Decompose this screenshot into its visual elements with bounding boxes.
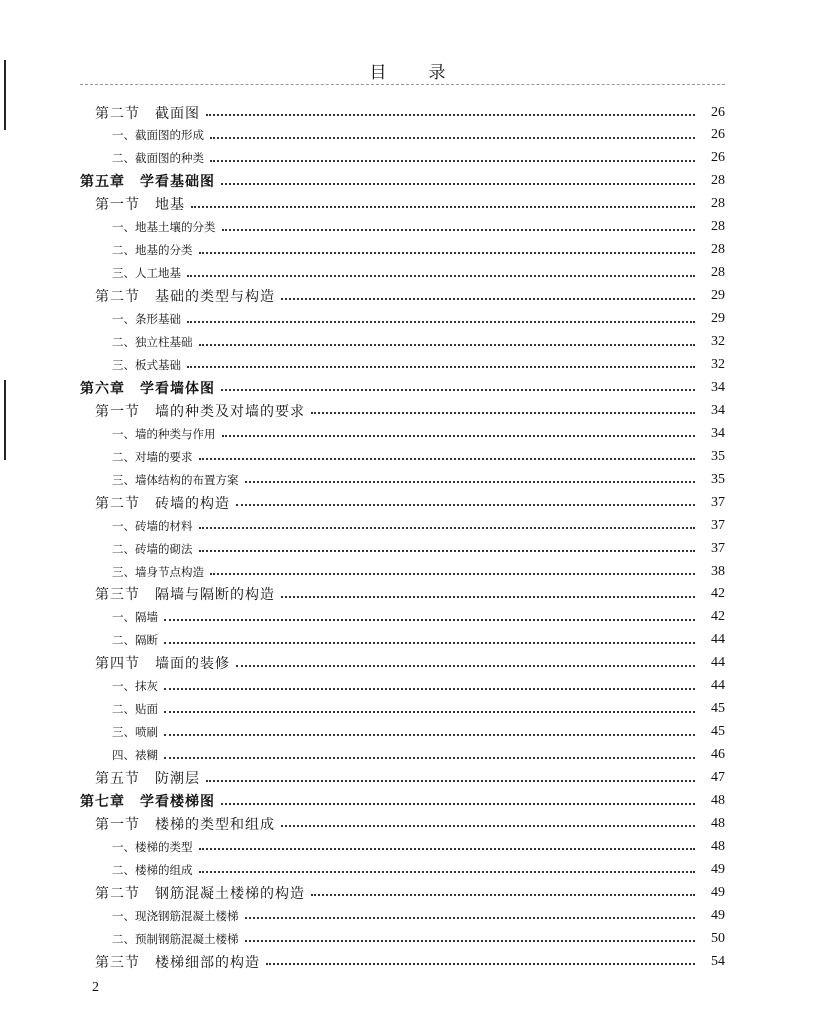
toc-entry-page: 28	[711, 196, 725, 212]
toc-entry-page: 37	[711, 540, 725, 556]
dot-leader	[266, 962, 695, 965]
toc-entry-title: 二、贴面	[112, 702, 158, 717]
toc-entry-item	[112, 698, 725, 721]
dot-leader	[222, 228, 696, 231]
toc-entry-page: 28	[711, 242, 725, 258]
dot-leader	[210, 159, 695, 162]
toc-entry-title: 第一节 墙的种类及对墙的要求	[95, 403, 305, 420]
toc-entry-page: 44	[711, 678, 725, 694]
dot-leader	[199, 526, 696, 529]
dot-leader	[206, 113, 695, 116]
dot-leader	[221, 182, 695, 185]
dot-leader	[245, 480, 696, 483]
toc-entry-page: 46	[711, 747, 725, 763]
toc-entry-page: 42	[711, 586, 725, 602]
toc-entry-title: 二、截面图的种类	[112, 151, 204, 166]
toc-entry-section	[95, 399, 725, 422]
toc-entry-title: 三、墙身节点构造	[112, 564, 204, 579]
toc-entry-page: 49	[711, 861, 725, 877]
dot-leader	[164, 710, 695, 713]
toc-entry-page: 49	[711, 907, 725, 923]
toc-entry-item	[112, 147, 725, 170]
dot-leader	[164, 733, 695, 736]
toc-entry-page: 42	[711, 609, 725, 625]
toc-entry-title: 二、预制钢筋混凝土楼梯	[112, 931, 239, 946]
toc-entry-title: 二、隔断	[112, 633, 158, 648]
toc-entry-page: 26	[711, 127, 725, 143]
dot-leader	[164, 618, 695, 621]
toc-entry-title: 二、对墙的要求	[112, 449, 193, 464]
toc-entry-title: 第三节 楼梯细部的构造	[95, 954, 260, 971]
toc-entry-title: 一、地基土壤的分类	[112, 220, 216, 235]
toc-entry-page: 45	[711, 701, 725, 717]
toc-entry-section	[95, 491, 725, 514]
toc-entry-section	[95, 652, 725, 675]
toc-entry-item	[112, 216, 725, 239]
toc-entry-page: 29	[711, 288, 725, 304]
dot-leader	[210, 136, 695, 139]
toc-entry-item	[112, 927, 725, 950]
dot-leader	[199, 343, 696, 346]
toc-entry-page: 44	[711, 632, 725, 648]
toc-entry-section	[95, 101, 725, 124]
dot-leader	[206, 779, 695, 782]
dot-leader	[236, 664, 695, 667]
toc-entry-page: 29	[711, 311, 725, 327]
toc-entry-title: 二、砖墙的砌法	[112, 541, 193, 556]
dot-leader	[199, 549, 696, 552]
title-char-left: 目	[369, 63, 389, 83]
toc-entry-page: 48	[711, 815, 725, 831]
toc-entry-page: 28	[711, 219, 725, 235]
toc-entry-page: 32	[711, 356, 725, 372]
toc-entry-item	[112, 308, 725, 331]
toc-entry-title: 第二节 砖墙的构造	[95, 495, 230, 512]
toc-entry-title: 第三节 隔墙与隔断的构造	[95, 587, 275, 604]
toc-entry-title: 一、楼梯的类型	[112, 839, 193, 854]
dot-leader	[222, 434, 696, 437]
page-number: 2	[92, 980, 99, 995]
toc-entry-page: 49	[711, 884, 725, 900]
toc-entry-title: 三、喷刷	[112, 725, 158, 740]
toc-entry-page: 54	[711, 953, 725, 969]
toc-entry-page: 38	[711, 563, 725, 579]
dot-leader	[199, 847, 696, 850]
dot-leader	[281, 595, 695, 598]
toc-entry-item	[112, 422, 725, 445]
toc-entry-title: 第五节 防潮层	[95, 771, 200, 788]
toc-entry-title: 第四节 墙面的装修	[95, 656, 230, 673]
toc-entry-section	[95, 285, 725, 308]
toc-entry-page: 26	[711, 150, 725, 166]
toc-entry-title: 三、人工地基	[112, 266, 181, 281]
toc-entry-item	[112, 606, 725, 629]
toc-entry-item	[112, 744, 725, 767]
toc-entry-section	[95, 193, 725, 216]
toc-entry-item	[112, 124, 725, 147]
toc-entry-title: 一、截面图的形成	[112, 128, 204, 143]
dot-leader	[311, 893, 695, 896]
toc-entry-item	[112, 445, 725, 468]
dot-leader	[164, 687, 695, 690]
toc-entry-section	[95, 583, 725, 606]
toc-entry-page: 50	[711, 930, 725, 946]
toc-entry-title: 第七章 学看楼梯图	[80, 794, 215, 810]
toc-entry-title: 一、砖墙的材料	[112, 518, 193, 533]
toc-entry-item	[112, 331, 725, 354]
toc-entry-title: 一、隔墙	[112, 610, 158, 625]
toc-entry-item	[112, 262, 725, 285]
toc-entry-item	[112, 835, 725, 858]
dot-leader	[191, 205, 695, 208]
toc-entry-title: 四、裱糊	[112, 748, 158, 763]
toc-entry-title: 第六章 学看墙体图	[80, 380, 215, 397]
toc-entry-item	[112, 721, 725, 744]
toc-entry-page: 35	[711, 471, 725, 487]
dot-leader	[199, 457, 696, 460]
toc-entry-section	[95, 881, 725, 904]
toc-entry-section	[95, 950, 725, 973]
toc-entry-page: 32	[711, 334, 725, 349]
dot-leader	[164, 641, 695, 644]
toc-entry-page: 37	[711, 494, 725, 510]
dot-leader	[236, 503, 695, 506]
scan-edge-line	[4, 380, 6, 460]
dot-leader	[281, 297, 695, 300]
page-title	[0, 58, 817, 83]
toc-entry-page: 28	[711, 173, 725, 189]
toc-entry-title: 二、楼梯的组成	[112, 862, 193, 877]
toc-entry-item	[112, 239, 725, 262]
toc-entry-page: 34	[711, 402, 725, 418]
dot-leader	[221, 388, 695, 391]
header-rule	[80, 84, 725, 85]
toc-entry-page: 44	[711, 655, 725, 671]
toc-entry-page: 28	[711, 265, 725, 281]
toc-entry-title: 第五章 学看基础图	[80, 174, 215, 191]
toc-entry-title: 第一节 楼梯的类型和组成	[95, 816, 275, 833]
dot-leader	[221, 802, 695, 805]
toc-entry-chapter	[80, 170, 725, 193]
dot-leader	[210, 572, 695, 575]
toc-entry-title: 第一节 地基	[95, 197, 185, 214]
toc-entry-item	[112, 560, 725, 583]
dot-leader	[245, 916, 696, 919]
toc-entry-page: 48	[711, 793, 725, 808]
toc-entry-item	[112, 675, 725, 698]
dot-leader	[187, 365, 695, 368]
toc-entry-page: 26	[711, 104, 725, 120]
toc-entry-page: 37	[711, 517, 725, 533]
toc-entry-page: 34	[711, 379, 725, 395]
toc-entry-title: 第二节 截面图	[95, 105, 200, 122]
toc-entry-page: 35	[711, 448, 725, 464]
toc-entry-section	[95, 812, 725, 835]
toc-entry-page: 34	[711, 425, 725, 441]
dot-leader	[245, 939, 696, 942]
toc-entry-title: 第二节 基础的类型与构造	[95, 289, 275, 306]
toc-entry-item	[112, 904, 725, 927]
toc-entry-item	[112, 514, 725, 537]
toc-entry-item	[112, 353, 725, 376]
toc-entry-title: 一、条形基础	[112, 312, 181, 327]
title-char-right: 录	[428, 63, 448, 83]
dot-leader	[311, 411, 695, 414]
toc-entry-title: 二、地基的分类	[112, 243, 193, 258]
toc-entry-item	[112, 858, 725, 881]
toc-entry-item	[112, 468, 725, 491]
toc-entry-title: 三、板式基础	[112, 357, 181, 372]
dot-leader	[164, 756, 695, 759]
dot-leader	[187, 274, 695, 277]
toc-entry-item	[112, 537, 725, 560]
toc-entry-page: 47	[711, 770, 725, 786]
toc-entry-page: 48	[711, 838, 725, 854]
toc-entry-title: 三、墙体结构的布置方案	[112, 472, 239, 487]
toc-entry-title: 一、现浇钢筋混凝土楼梯	[112, 908, 239, 923]
toc-entry-chapter	[80, 376, 725, 399]
toc-entry-title: 第二节 钢筋混凝土楼梯的构造	[95, 885, 305, 902]
toc-entry-page: 45	[711, 724, 725, 740]
toc-entry-title: 一、抹灰	[112, 679, 158, 694]
toc-entry-section	[95, 767, 725, 790]
toc-entry-title: 二、独立柱基础	[112, 335, 193, 349]
dot-leader	[187, 320, 695, 323]
toc-entry-title: 一、墙的种类与作用	[112, 426, 216, 441]
dot-leader	[281, 824, 695, 827]
toc-entry-chapter	[80, 790, 725, 813]
dot-leader	[199, 870, 696, 873]
dot-leader	[199, 251, 696, 254]
toc-entry-item	[112, 629, 725, 652]
